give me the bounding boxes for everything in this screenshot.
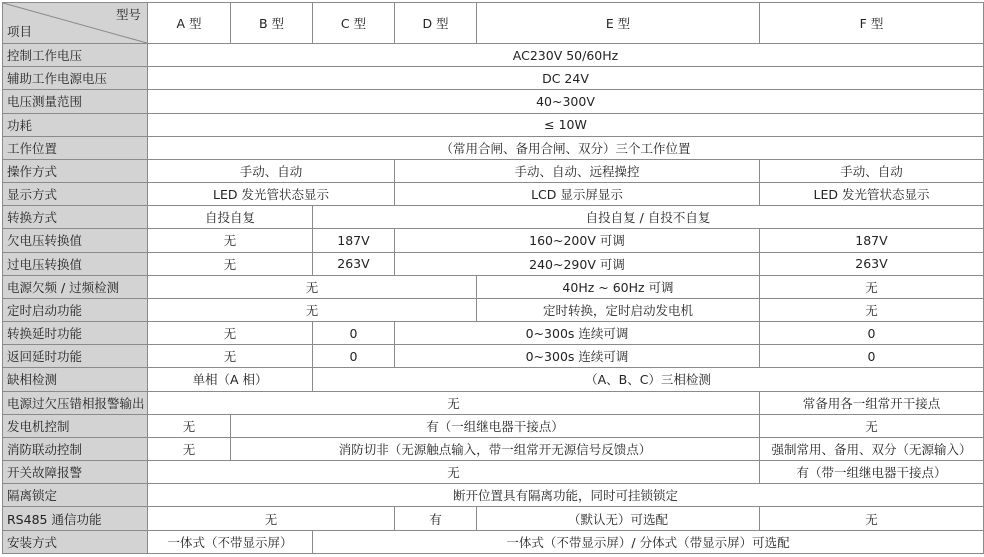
cell-value: 0 [760, 345, 984, 368]
row-label: 转换延时功能 [3, 322, 148, 345]
row-label: 过电压转换值 [3, 252, 148, 275]
row-timer-start [3, 298, 984, 321]
cell-value: 一体式（不带显示屏）/ 分体式（带显示屏）可选配 [313, 530, 984, 553]
row-label: 工作位置 [3, 136, 148, 159]
cell-value: （默认无）可选配 [477, 507, 760, 530]
cell-value: 0~300s 连续可调 [395, 322, 760, 345]
row-power [3, 113, 984, 136]
cell-value: （A、B、C）三相检测 [313, 368, 984, 391]
cell-value: 无 [148, 461, 760, 484]
row-label: 发电机控制 [3, 414, 148, 437]
cell-value: 无 [148, 391, 760, 414]
cell-value: 有（一组继电器干接点） [231, 414, 760, 437]
row-generator-control [3, 414, 984, 437]
cell-value: 263V [313, 252, 395, 275]
cell-value: 240~290V 可调 [395, 252, 760, 275]
row-label: 电源欠频 / 过频检测 [3, 275, 148, 298]
cell-value: 强制常用、备用、双分（无源输入） [760, 437, 984, 460]
row-undervoltage [3, 229, 984, 252]
cell-value: 无 [760, 414, 984, 437]
cell-value: 40Hz ~ 60Hz 可调 [477, 275, 760, 298]
row-label: RS485 通信功能 [3, 507, 148, 530]
model-b-header: B 型 [231, 3, 313, 44]
row-label: 消防联动控制 [3, 437, 148, 460]
cell-value: 0 [760, 322, 984, 345]
spec-table [2, 2, 984, 554]
row-label: 转换方式 [3, 206, 148, 229]
cell-value: 定时转换，定时启动发电机 [477, 298, 760, 321]
item-header-label: 项目 [7, 24, 33, 39]
row-label: 返回延时功能 [3, 345, 148, 368]
cell-value: 无 [148, 414, 231, 437]
cell-value: 无 [148, 322, 313, 345]
row-label: 开关故障报警 [3, 461, 148, 484]
cell-value: 一体式（不带显示屏） [148, 530, 313, 553]
row-alarm-output [3, 391, 984, 414]
cell-value: LED 发光管状态显示 [148, 183, 395, 206]
cell-value: 0 [313, 345, 395, 368]
cell-value: 0 [313, 322, 395, 345]
cell-value: 263V [760, 252, 984, 275]
cell-value: 40~300V [148, 90, 984, 113]
row-voltage-range [3, 90, 984, 113]
cell-value: 无 [148, 252, 313, 275]
cell-value: 自投自复 [148, 206, 313, 229]
model-e-header: E 型 [477, 3, 760, 44]
row-label: 控制工作电压 [3, 44, 148, 67]
cell-value: 无 [148, 507, 395, 530]
cell-value: 187V [760, 229, 984, 252]
cell-value: AC230V 50/60Hz [148, 44, 984, 67]
row-fire-linkage [3, 437, 984, 460]
cell-value: ≤ 10W [148, 113, 984, 136]
cell-value: 无 [760, 507, 984, 530]
cell-value: 手动、自动、远程操控 [395, 159, 760, 182]
cell-value: 手动、自动 [760, 159, 984, 182]
cell-value: 160~200V 可调 [395, 229, 760, 252]
cell-value: 无 [148, 229, 313, 252]
cell-value: 无 [148, 298, 477, 321]
cell-value: 手动、自动 [148, 159, 395, 182]
row-label: 安装方式 [3, 530, 148, 553]
cell-value: DC 24V [148, 67, 984, 90]
row-return-delay [3, 345, 984, 368]
row-label: 操作方式 [3, 159, 148, 182]
cell-value: 无 [148, 275, 477, 298]
row-label: 辅助工作电源电压 [3, 67, 148, 90]
row-display-mode [3, 183, 984, 206]
row-control-voltage [3, 44, 984, 67]
model-header-label: 型号 [115, 7, 141, 22]
row-isolation-lock [3, 484, 984, 507]
cell-value: 无 [760, 275, 984, 298]
model-d-header: D 型 [395, 3, 477, 44]
cell-value: 断开位置具有隔离功能，同时可挂锁锁定 [148, 484, 984, 507]
cell-value: （常用合闸、备用合闸、双分）三个工作位置 [148, 136, 984, 159]
row-label: 欠电压转换值 [3, 229, 148, 252]
corner-header [3, 3, 148, 44]
row-phase-loss [3, 368, 984, 391]
model-c-header: C 型 [313, 3, 395, 44]
model-a-header: A 型 [148, 3, 231, 44]
row-overvoltage [3, 252, 984, 275]
row-aux-voltage [3, 67, 984, 90]
row-operation-mode [3, 159, 984, 182]
cell-value: 自投自复 / 自投不自复 [313, 206, 984, 229]
cell-value: 单相（A 相） [148, 368, 313, 391]
cell-value: 无 [760, 298, 984, 321]
row-label: 缺相检测 [3, 368, 148, 391]
row-label: 电压测量范围 [3, 90, 148, 113]
cell-value: 常备用各一组常开干接点 [760, 391, 984, 414]
row-transfer-delay [3, 322, 984, 345]
cell-value: LED 发光管状态显示 [760, 183, 984, 206]
cell-value: 有（带一组继电器干接点） [760, 461, 984, 484]
model-f-header: F 型 [760, 3, 984, 44]
cell-value: 消防切非（无源触点输入，带一组常开无源信号反馈点） [231, 437, 760, 460]
row-fault-alarm [3, 461, 984, 484]
cell-value: 0~300s 连续可调 [395, 345, 760, 368]
header-row [3, 3, 984, 44]
row-work-position [3, 136, 984, 159]
cell-value: 无 [148, 437, 231, 460]
row-label: 定时启动功能 [3, 298, 148, 321]
row-label: 电源过欠压错相报警输出 [3, 391, 148, 414]
cell-value: 有 [395, 507, 477, 530]
row-transfer-mode [3, 206, 984, 229]
row-rs485 [3, 507, 984, 530]
row-label: 显示方式 [3, 183, 148, 206]
cell-value: 187V [313, 229, 395, 252]
row-label: 功耗 [3, 113, 148, 136]
row-installation [3, 530, 984, 553]
cell-value: 无 [148, 345, 313, 368]
row-label: 隔离锁定 [3, 484, 148, 507]
row-frequency-detect [3, 275, 984, 298]
cell-value: LCD 显示屏显示 [395, 183, 760, 206]
